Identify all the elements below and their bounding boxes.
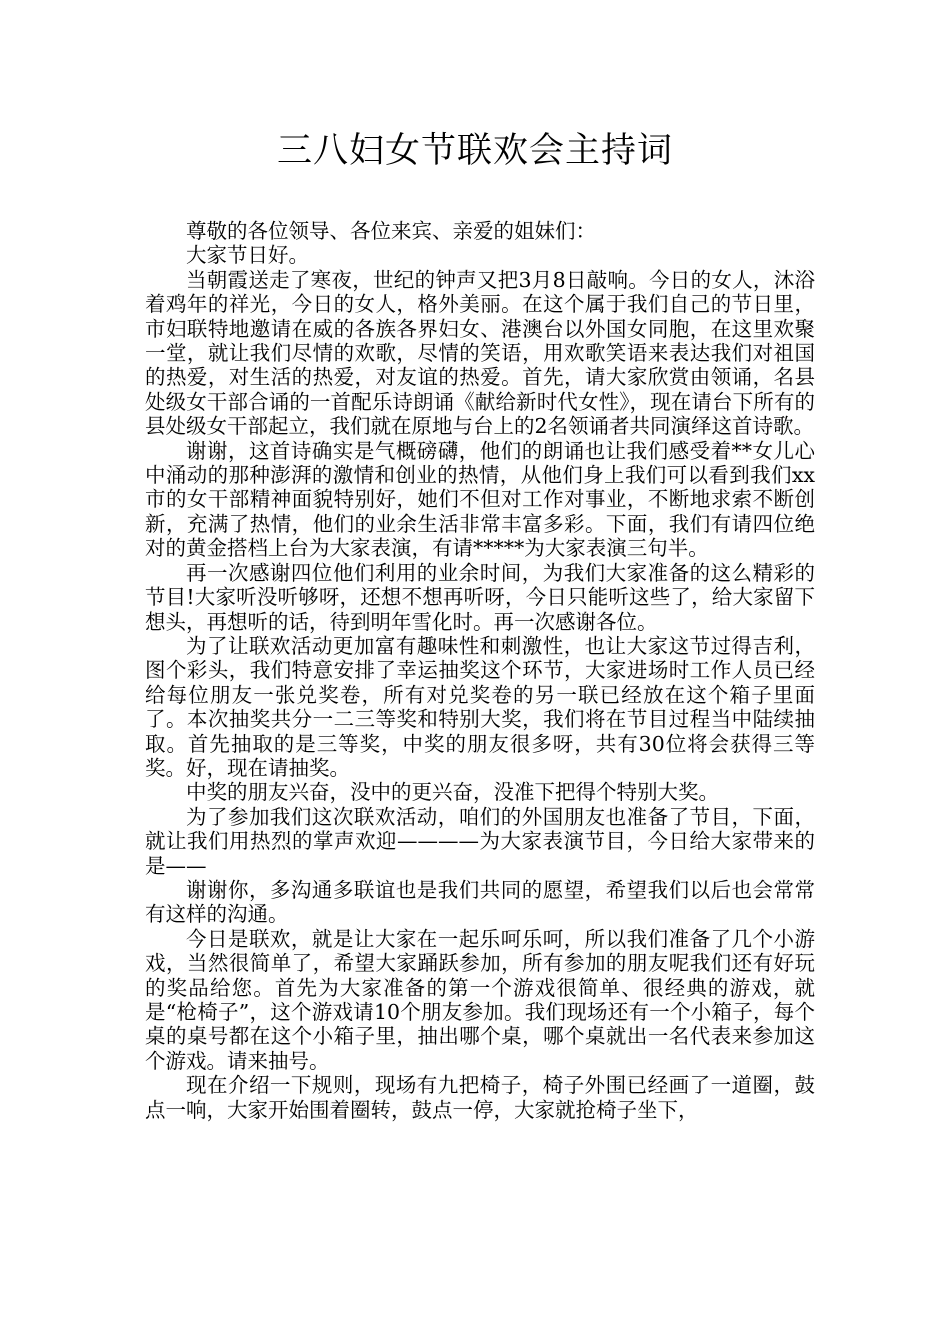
document-body [145,219,815,1122]
paragraph-sanjuban-thanks: 再一次感谢四位他们利用的业余时间，为我们大家准备的这么精彩的节目!大家听没听够呀，还想不想再听呀，今日只能听这些了，给大家留下想头，再想听的话，待到明年雪化时。再一次感谢各位。 [145,560,815,634]
paragraph-salutation: 尊敬的各位领导、各位来宾、亲爱的姐妹们： [186,219,596,243]
paragraph-rules: 现在介绍一下规则，现场有九把椅子，椅子外围已经画了一道圈，鼓点一响，大家开始围着圈转，鼓点一停，大家就抢椅子坐下， [145,1073,815,1122]
paragraph-games: 今日是联欢，就是让大家在一起乐呵乐呵，所以我们准备了几个小游戏，当然很简单了，希望大家踊跃参加，所有参加的朋友呢我们还有好玩的奖品给您。首先为大家准备的第一个游戏很简单、很经典的游戏，就是“枪椅子”，这个游戏请10个朋友参加。我们现场还有一个小箱子，每个桌的桌号都在这个小箱子里，抽出哪个桌，哪个桌就出一名代表来参加这个游戏。请来抽号。 [145,926,815,1073]
paragraph-lottery: 为了让联欢活动更加富有趣味性和刺激性，也让大家这节过得吉利，图个彩头，我们特意安排了幸运抽奖这个环节，大家进场时工作人员已经给每位朋友一张兑奖卷，所有对兑奖卷的另一联已经放在这个箱子里面了。本次抽奖共分一二三等奖和特别大奖，我们将在节目过程当中陆续抽取。首先抽取的是三等奖，中奖的朋友很多呀，共有30位将会获得三等奖。好，现在请抽奖。 [145,633,815,780]
document-title: 三八妇女节联欢会主持词 [276,131,673,171]
paragraph-opening: 当朝霞送走了寒夜，世纪的钟声又把3月8日敲响。今日的女人，沐浴着鸡年的祥光，今日的女人，格外美丽。在这个属于我们自己的节日里，市妇联特地邀请在威的各族各界妇女、港澳台以外国女同胞，在这里欢聚一堂，就让我们尽情的欢歌，尽情的笑语，用欢歌笑语来表达我们对祖国的热爱，对生活的热爱，对友谊的热爱。首先，请大家欣赏由领诵，名县处级女干部合诵的一首配乐诗朗诵《献给新时代女性》，现在请台下所有的县处级女干部起立，我们就在原地与台上的2名领诵者共同演绎这首诗歌。 [145,267,815,439]
paragraph-greeting: 大家节日好。 [186,243,309,268]
paragraph-foreign-thanks: 谢谢你，多沟通多联谊也是我们共同的愿望，希望我们以后也会常常有这样的沟通。 [145,877,815,927]
paragraph-poem-thanks: 谢谢，这首诗确实是气概磅礴，他们的朗诵也让我们感受着**女儿心中涌动的那种澎湃的激情和创业的热情，从他们身上我们可以看到我们xx市的女干部精神面貌特别好，她们不但对工作对事业，不断地求索不断创新，充满了热情，他们的业余生活非常丰富多彩。下面，我们有请四位绝对的黄金搭档上台为大家表演，有请*****为大家表演三句半。 [145,438,815,561]
paragraph-foreign-program: 为了参加我们这次联欢活动，咱们的外国朋友也准备了节目，下面，就让我们用热烈的掌声欢迎————为大家表演节目，今日给大家带来的是—— [145,804,815,878]
paragraph-lottery-comment: 中奖的朋友兴奋，没中的更兴奋，没准下把得个特别大奖。 [186,780,719,805]
